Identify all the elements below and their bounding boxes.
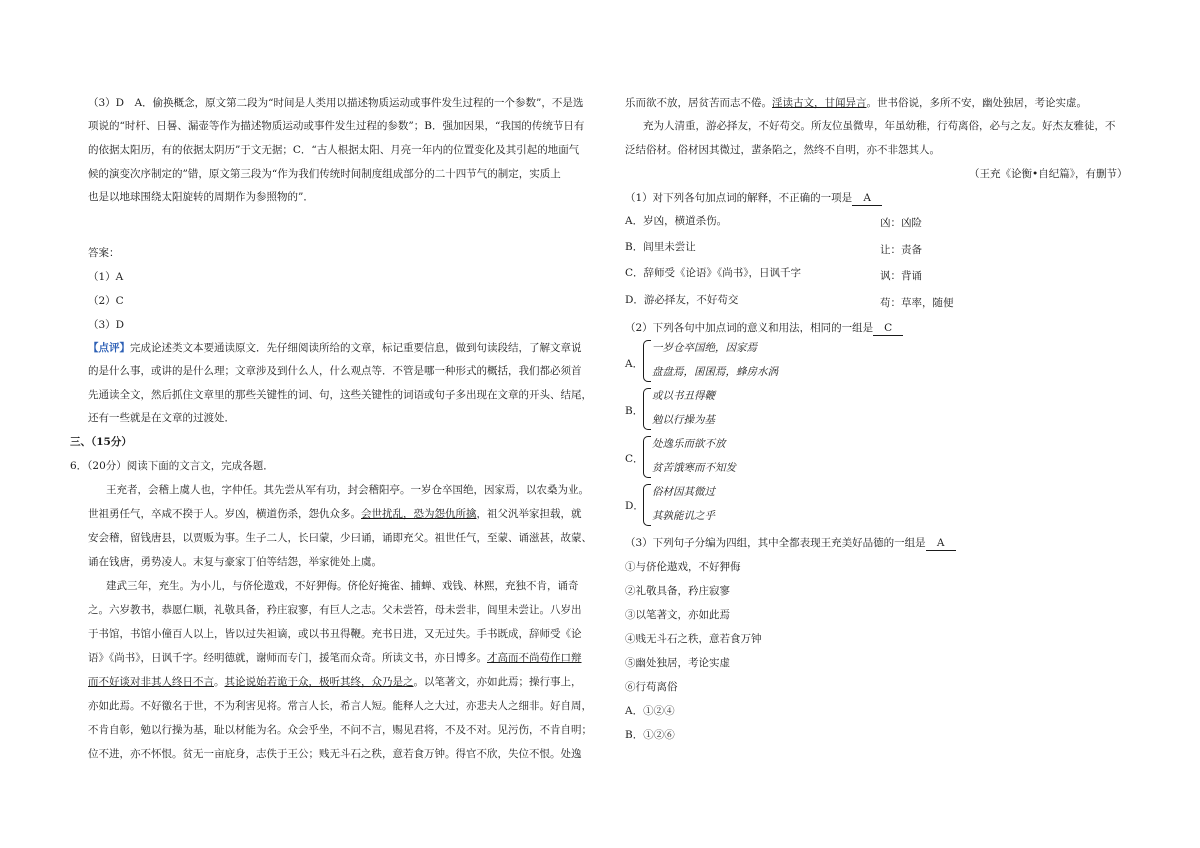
analysis-line: 候的演变次序制定的”错，原文第三段为“作为我们传统时间制度组成部分的二十四节气的制定，实质上 bbox=[88, 168, 561, 180]
q1-option-d: D．游必择友，不好苟交 bbox=[625, 294, 739, 306]
q2-option-d-line1: 俗材因其微过 bbox=[652, 486, 715, 498]
passage-text: 语》《尚书》，日讽千字。经明德就，谢师而专门，援笔而众奇。所读文书，亦日博多。 bbox=[88, 652, 487, 664]
q2-option-a-line1: 一岁仓卒国绝，因家焉 bbox=[652, 342, 757, 354]
passage-line bbox=[625, 96, 1087, 110]
passage-line bbox=[88, 675, 582, 689]
answer-item: （3）D bbox=[88, 319, 125, 331]
answer-item: （1）A bbox=[88, 271, 124, 283]
passage-line: 王充者，会稽上虞人也，字仲任。其先尝从军有功，封会稽阳亭。一岁仓卒国绝，因家焉，以农桑为业。 bbox=[106, 484, 589, 496]
q3-item: ②礼敬具备，矜庄寂寥 bbox=[625, 585, 730, 597]
passage-line: 建武三年，充生。为小儿，与侪伦遨戏，不好狎侮。侪伦好掩雀、捕蝉、戏钱、林熙，充独不肯，诵奇 bbox=[106, 580, 579, 592]
analysis-line: 的依据太阳历，有的依据太阴历”于文无据；C．“古人根据太阳、月亮一年内的位置变化及其引起的地面气 bbox=[88, 144, 580, 156]
passage-line: 之。六岁教书，恭愿仁顺，礼敬具备，矜庄寂寥，有巨人之志。父未尝笞，母未尝非，闾里未尝让。八岁出 bbox=[88, 604, 582, 616]
passage-line: 于书馆，书馆小僮百人以上，皆以过失袒谪，或以书丑得鞭。充书日进，又无过失。手书既成，辞师受《论 bbox=[88, 628, 582, 640]
q2-option-c-line1: 处逸乐而欲不放 bbox=[652, 438, 726, 450]
passage-line bbox=[88, 507, 582, 521]
q2-option-d-line2: 其孰能讥之乎 bbox=[652, 510, 715, 522]
passage-text: 。世书俗说，多所不安，幽处独居，考论实虚。 bbox=[866, 97, 1087, 109]
q3-item: ⑥行苟离俗 bbox=[625, 681, 678, 693]
brace-icon bbox=[643, 436, 651, 478]
underlined-sentence: 而不好谈对非其人终日不言 bbox=[88, 676, 214, 688]
q2-option-a-line2: 盘盘焉，囷囷焉，蜂房水涡 bbox=[652, 366, 778, 378]
analysis-line: 也是以地球围绕太阳旋转的周期作为参照物的”． bbox=[88, 191, 314, 203]
q1-option-c-gloss: 讽：背诵 bbox=[880, 270, 922, 282]
passage-text: 乐而欲不放，居贫苦而志不倦。 bbox=[625, 97, 772, 109]
q1-option-b-gloss: 让：责备 bbox=[880, 244, 922, 256]
underlined-sentence: 会世扰乱，恐为怨仇所擒 bbox=[361, 508, 477, 520]
q3-item: ④贱无斗石之秩，意若食万钟 bbox=[625, 633, 762, 645]
stem-text: （2）下列各句中加点词的意义和用法，相同的一组是 bbox=[625, 322, 874, 334]
brace-icon bbox=[643, 484, 651, 526]
passage-line bbox=[88, 651, 582, 665]
q2-option-b-label: B． bbox=[625, 405, 644, 417]
brace-icon bbox=[643, 340, 651, 382]
q3-item: ①与侪伦遨戏，不好狎侮 bbox=[625, 561, 741, 573]
q2-option-b-line2: 勉以行操为基 bbox=[652, 414, 715, 426]
q1-option-b: B．闾里未尝让 bbox=[625, 241, 696, 253]
q1-option-c: C．辞师受《论语》《尚书》，日讽千字 bbox=[625, 267, 802, 279]
passage-text: 世祖勇任气，卒咸不揆于人。岁凶，横道伤杀，怨仇众多。 bbox=[88, 508, 361, 520]
question-3-stem bbox=[625, 536, 956, 551]
passage-source: （王充《论衡•自纪篇》，有删节） bbox=[969, 168, 1128, 180]
passage-line: 不肯自彰，勉以行操为基，耻以材能为名。众会乎坐，不问不言，赐见君将，不及不对。见污伤，不肯自明； bbox=[88, 724, 592, 736]
q2-option-d-label: D． bbox=[625, 500, 644, 512]
question-6-title: 6．（20分）阅读下面的文言文，完成各题． bbox=[70, 460, 274, 472]
passage-line: 充为人清重，游必择友，不好苟交。所友位虽微卑，年虽幼稚，行苟离俗，必与之友。好杰友雅徒，不 bbox=[643, 120, 1116, 132]
analysis-line: （3）D A．偷换概念，原文第二段为“时间是人类用以描述物质运动或事件发生过程的一个参数”，不是选 bbox=[88, 97, 584, 109]
passage-line: 位不进，亦不怀恨。贫无一亩庇身，志佚于王公；贱无斗石之秩，意若食万钟。得官不欣，失位不恨。处逸 bbox=[88, 748, 582, 760]
answer-label: 答案： bbox=[88, 247, 120, 259]
passage-text: 。以笔著文，亦如此焉；操行事上， bbox=[413, 676, 582, 688]
passage-line: 诵在钱唐，勇势凌人。末复与豪家丁伯等结怨，举家徙处上虞。 bbox=[88, 556, 382, 568]
passage-line: 泛结俗材。俗材因其微过，蜚条陷之，然终不自明，亦不非怨其人。 bbox=[625, 144, 940, 156]
question-2-stem bbox=[625, 321, 903, 336]
brace-icon bbox=[643, 388, 651, 430]
analysis-line: 项说的“时杆、日晷、漏壶等作为描述物质运动或事件发生过程的参数”；B．强加因果，“我国的传统节日有 bbox=[88, 120, 585, 132]
q1-option-a-gloss: 凶：凶险 bbox=[880, 217, 922, 229]
stem-text: （3）下列句子分编为四组，其中全都表现王充美好品德的一组是 bbox=[625, 537, 926, 549]
passage-line: 亦如此焉。不好徼名于世，不为利害见将。常言人长，希言人短。能释人之大过，亦悲夫人之细非。好自周， bbox=[88, 700, 592, 712]
q1-option-a: A．岁凶，横道杀伤。 bbox=[625, 215, 728, 227]
q3-option-b: B．①②⑥ bbox=[625, 729, 675, 741]
stem-text: （1）对下列各句加点词的解释，不正确的一项是 bbox=[625, 192, 853, 204]
q2-option-b-line1: 或以书丑得鞭 bbox=[652, 390, 715, 402]
answer-blank: C bbox=[873, 321, 903, 336]
question-1-stem bbox=[625, 191, 882, 206]
comment-line: 的是什么事，或讲的是什么理；文章涉及到什么人，什么观点等．不管是哪一种形式的概括，我们都必须首 bbox=[88, 365, 582, 377]
comment-line bbox=[88, 341, 582, 355]
q3-item: ③以笔著文，亦如此焉 bbox=[625, 609, 730, 621]
q1-option-d-gloss: 苟：草率，随便 bbox=[880, 297, 954, 309]
answer-blank: A bbox=[852, 191, 882, 206]
section-heading: 三、（15分） bbox=[70, 436, 132, 448]
q3-item: ⑤幽处独居，考论实虚 bbox=[625, 657, 730, 669]
underlined-sentence: 淫读古文，甘闻异言 bbox=[772, 97, 867, 109]
comment-line: 还有一些就是在文章的过渡处． bbox=[88, 412, 235, 424]
q2-option-c-label: C． bbox=[625, 453, 644, 465]
answer-blank: A bbox=[926, 536, 956, 551]
passage-text: 。 bbox=[214, 676, 225, 688]
q2-option-a-label: A． bbox=[625, 358, 644, 370]
q2-option-c-line2: 贫苦饿寒而不知发 bbox=[652, 462, 736, 474]
passage-line: 安会稽，留钱唐县，以贾贩为事。生子二人，长曰蒙，少曰诵，诵即充父。祖世任气，至蒙、诵滋甚，故蒙、 bbox=[88, 532, 592, 544]
comment-line: 先通读全文，然后抓住文章里的那些关键性的词、句，这些关键性的词语或句子多出现在文章的开头、结尾， bbox=[88, 389, 592, 401]
comment-tag: 【点评】 bbox=[88, 342, 130, 354]
underlined-sentence: 其论说始若诡于众，极听其终，众乃是之 bbox=[224, 676, 414, 688]
comment-text: 完成论述类文本要通读原文．先仔细阅读所给的文章，标记重要信息，做到句读段结，了解文章说 bbox=[130, 342, 582, 354]
underlined-sentence: 才高而不尚苟作口辩 bbox=[487, 652, 582, 664]
q3-option-a: A．①②④ bbox=[625, 705, 675, 717]
passage-text: ，祖父汎举家担载，就 bbox=[476, 508, 582, 520]
answer-item: （2）C bbox=[88, 295, 124, 307]
